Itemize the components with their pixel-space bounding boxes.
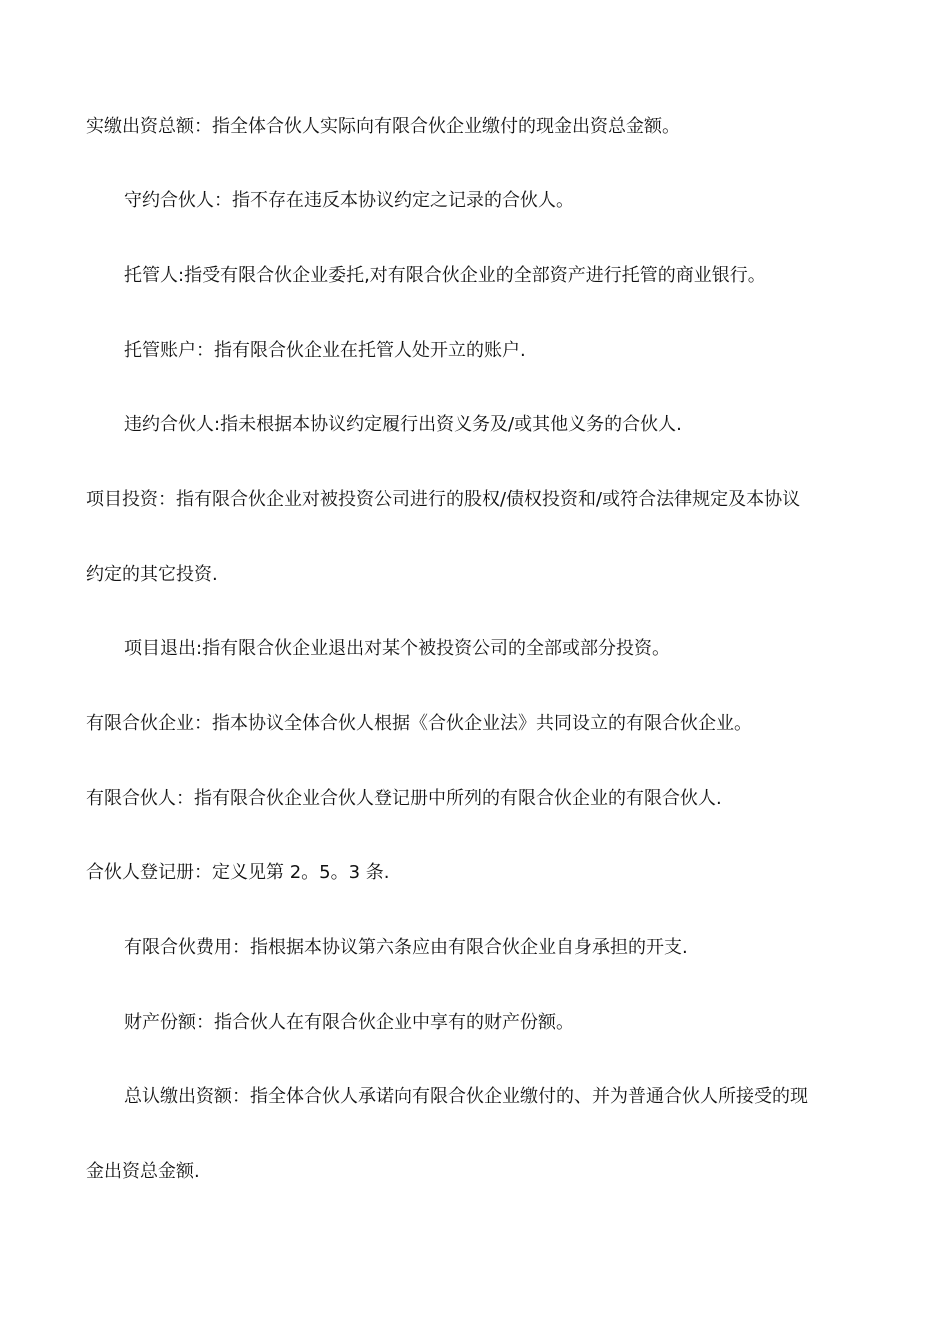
definition-project-investment-line1: 项目投资：指有限合伙企业对被投资公司进行的股权/债权投资和/或符合法律规定及本协议 bbox=[86, 489, 801, 510]
definition-total-subscribed-line2: 金出资总金额. bbox=[86, 1161, 200, 1182]
definition-custody-account: 托管账户：指有限合伙企业在托管人处开立的账户. bbox=[124, 340, 526, 361]
definition-compliant-partner: 守约合伙人：指不存在违反本协议约定之记录的合伙人。 bbox=[124, 190, 574, 211]
definition-project-exit: 项目退出:指有限合伙企业退出对某个被投资公司的全部或部分投资。 bbox=[124, 638, 671, 659]
definition-partnership-expenses: 有限合伙费用：指根据本协议第六条应由有限合伙企业自身承担的开支. bbox=[124, 937, 688, 958]
definition-total-subscribed-line1: 总认缴出资额：指全体合伙人承诺向有限合伙企业缴付的、并为普通合伙人所接受的现 bbox=[124, 1086, 808, 1107]
definition-limited-partner: 有限合伙人：指有限合伙企业合伙人登记册中所列的有限合伙企业的有限合伙人. bbox=[86, 788, 722, 809]
definition-custodian: 托管人:指受有限合伙企业委托,对有限合伙企业的全部资产进行托管的商业银行。 bbox=[124, 265, 766, 286]
definition-defaulting-partner: 违约合伙人:指未根据本协议约定履行出资义务及/或其他义务的合伙人. bbox=[124, 414, 682, 435]
definition-partner-register: 合伙人登记册：定义见第 2。5。3 条. bbox=[86, 862, 390, 883]
definition-property-share: 财产份额：指合伙人在有限合伙企业中享有的财产份额。 bbox=[124, 1012, 574, 1033]
definition-project-investment-line2: 约定的其它投资. bbox=[86, 564, 218, 585]
definition-paid-in-capital: 实缴出资总额：指全体合伙人实际向有限合伙企业缴付的现金出资总金额。 bbox=[86, 116, 680, 137]
definition-limited-partnership: 有限合伙企业：指本协议全体合伙人根据《合伙企业法》共同设立的有限合伙企业。 bbox=[86, 713, 752, 734]
